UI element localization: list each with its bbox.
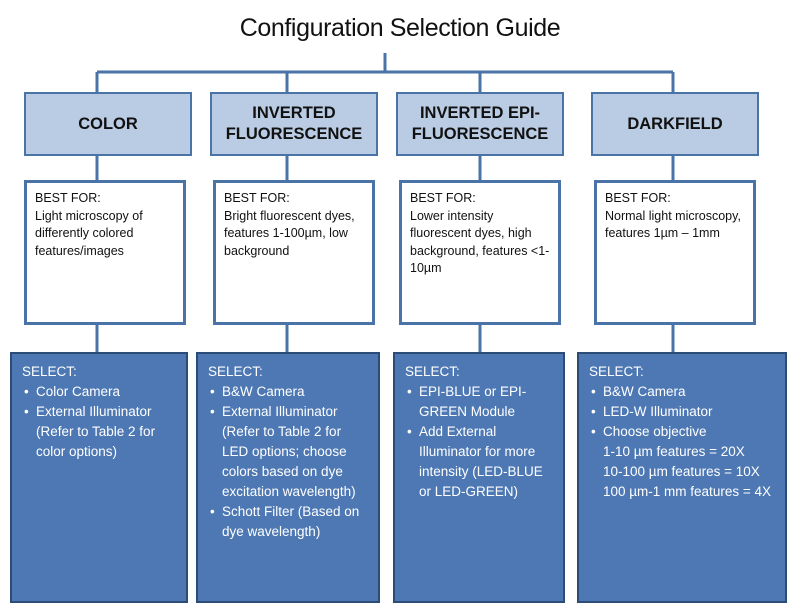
best-for-text: Lower intensity fluorescent dyes, high background, features <1-10µm xyxy=(410,208,550,275)
best-for-label: BEST FOR: xyxy=(605,191,671,205)
select-list xyxy=(405,382,553,502)
select-box-inverted-fluorescence xyxy=(196,352,380,603)
best-for-text: Normal light microscopy, features 1µm – 1mm xyxy=(605,208,741,240)
select-item: • Add External Illuminator for more intensity (LED-BLUE or LED-GREEN) xyxy=(405,422,553,502)
header-inverted-fluorescence: INVERTED FLUORESCENCE xyxy=(210,92,378,156)
select-label: SELECT: xyxy=(405,364,460,379)
select-list xyxy=(22,382,176,462)
select-item: • External Illuminator (Refer to Table 2 for LED options; choose colors based on dye excitation wavelength) xyxy=(208,402,368,502)
objective-option: 10-100 µm features = 10X xyxy=(603,464,760,479)
select-label: SELECT: xyxy=(208,364,263,379)
best-for-label: BEST FOR: xyxy=(224,191,290,205)
select-item: • External Illuminator (Refer to Table 2 for color options) xyxy=(22,402,176,462)
best-for-text: Bright fluorescent dyes, features 1-100µm, low background xyxy=(224,208,355,258)
select-box-color xyxy=(10,352,188,603)
select-item: • B&W Camera xyxy=(589,382,775,402)
select-item: • EPI-BLUE or EPI-GREEN Module xyxy=(405,382,553,422)
select-item: • LED-W Illuminator xyxy=(589,402,775,422)
select-box-darkfield xyxy=(577,352,787,603)
select-label: SELECT: xyxy=(589,364,644,379)
select-item: • Color Camera xyxy=(22,382,176,402)
header-color: COLOR xyxy=(24,92,192,156)
best-for-text: Light microscopy of differently colored features/images xyxy=(35,208,143,258)
select-item: • Choose objective xyxy=(589,422,775,442)
select-list xyxy=(208,382,368,542)
best-for-box-inverted-epi-fluorescence xyxy=(399,180,561,325)
best-for-box-color xyxy=(24,180,186,325)
header-inverted-epi-fluorescence: INVERTED EPI-FLUORESCENCE xyxy=(396,92,564,156)
diagram-title: Configuration Selection Guide xyxy=(239,14,561,42)
select-label: SELECT: xyxy=(22,364,77,379)
best-for-label: BEST FOR: xyxy=(410,191,476,205)
select-box-inverted-epi-fluorescence xyxy=(393,352,565,603)
header-darkfield: DARKFIELD xyxy=(591,92,759,156)
best-for-label: BEST FOR: xyxy=(35,191,101,205)
select-item: • B&W Camera xyxy=(208,382,368,402)
objective-option: 100 µm-1 mm features = 4X xyxy=(603,484,771,499)
select-item: • Schott Filter (Based on dye wavelength) xyxy=(208,502,368,542)
best-for-box-darkfield xyxy=(594,180,756,325)
best-for-box-inverted-fluorescence xyxy=(213,180,375,325)
objective-option: 1-10 µm features = 20X xyxy=(603,444,745,459)
select-list xyxy=(589,382,775,442)
